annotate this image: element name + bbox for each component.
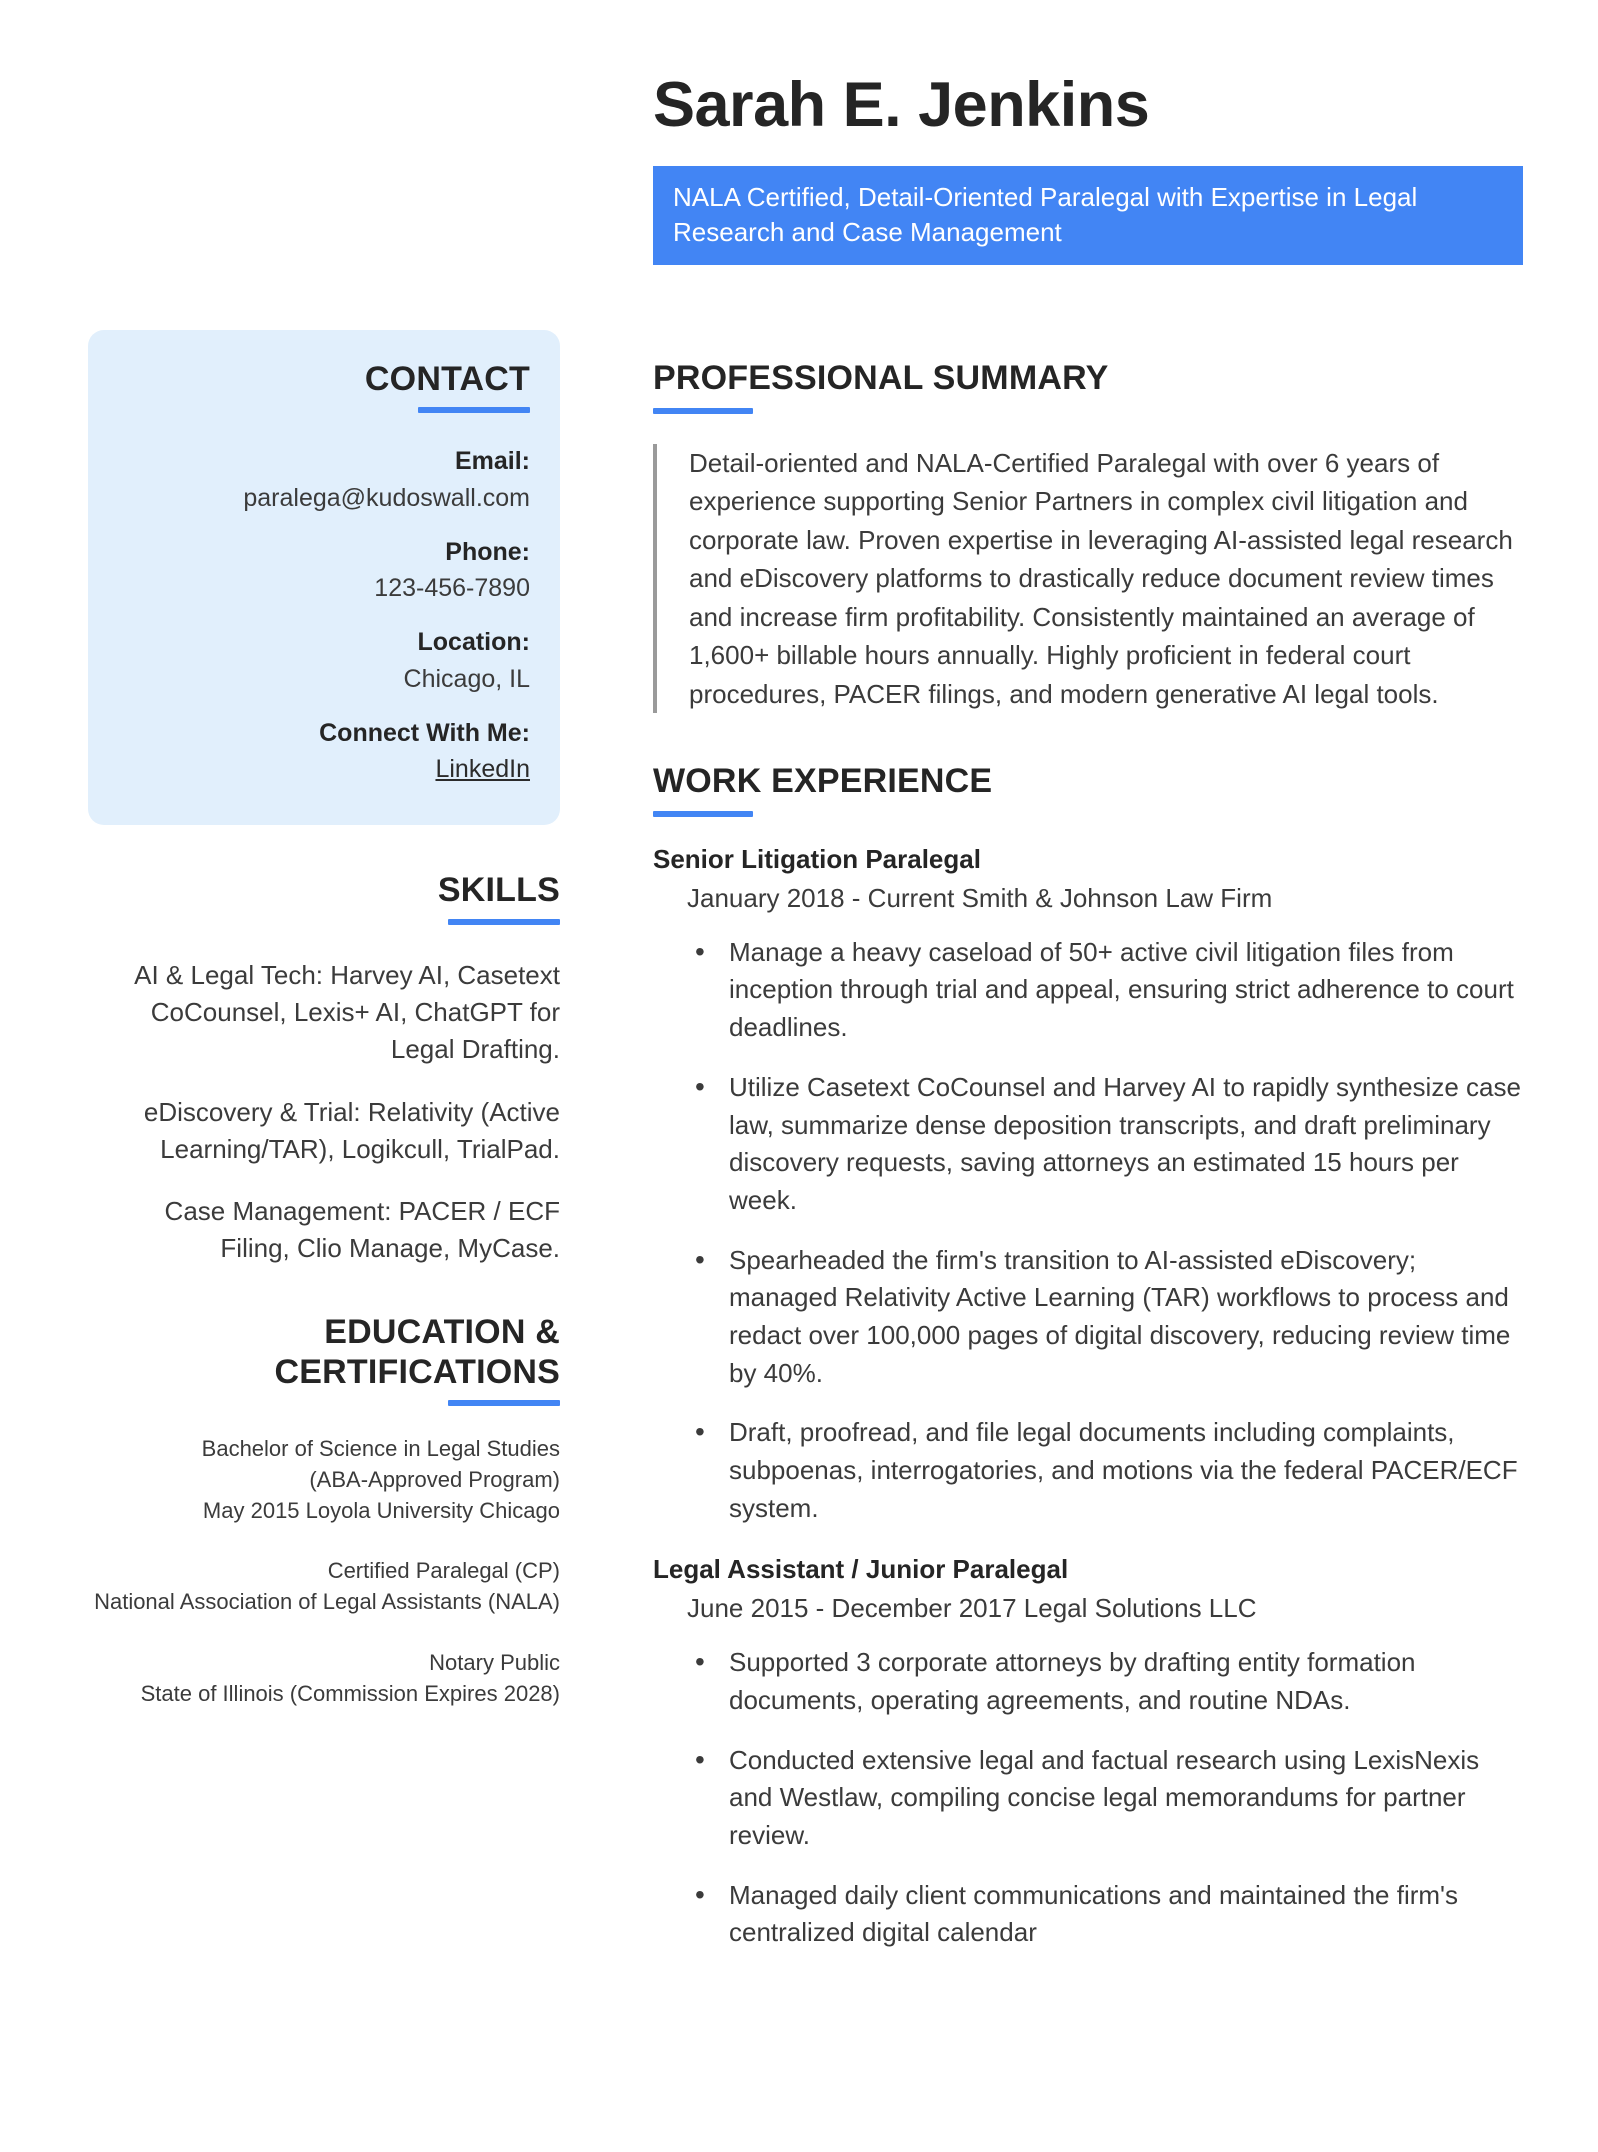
skills-heading-underline bbox=[448, 919, 560, 925]
education-item bbox=[88, 1434, 560, 1526]
job-meta: January 2018 - Current Smith & Johnson Law Firm bbox=[687, 882, 1273, 913]
job-bullet: • Spearheaded the firm's transition to AI-assisted eDiscovery; managed Relativity Active Learning (TAR) workflows to process and redact over 100,000 pages of digital discovery, reducing review time by 40%. bbox=[729, 1242, 1523, 1393]
contact-heading: CONTACT bbox=[364, 360, 530, 398]
education-item-line: Bachelor of Science in Legal Studies bbox=[201, 1436, 560, 1462]
professional-summary-section bbox=[653, 358, 1523, 713]
job-entry bbox=[653, 843, 1523, 1528]
job-title: Legal Assistant / Junior Paralegal bbox=[653, 1554, 1069, 1585]
job-title: Senior Litigation Paralegal bbox=[653, 843, 981, 874]
education-item-line: State of Illinois (Commission Expires 2028) bbox=[140, 1680, 560, 1706]
job-bullets bbox=[653, 1644, 1523, 1952]
education-heading-line2: CERTIFICATIONS bbox=[274, 1352, 560, 1391]
education-heading-underline bbox=[448, 1400, 560, 1406]
skills-section bbox=[88, 871, 560, 1267]
job-bullet: • Supported 3 corporate attorneys by drafting entity formation documents, operating agreements, and routine NDAs. bbox=[729, 1644, 1523, 1719]
work-experience-underline bbox=[653, 811, 753, 817]
job-bullet: • Utilize Casetext CoCounsel and Harvey AI to rapidly synthesize case law, summarize dense deposition transcripts, and draft preliminary discovery requests, saving attorneys an estimated 15 hours per week. bbox=[729, 1069, 1523, 1220]
professional-summary-heading: PROFESSIONAL SUMMARY bbox=[653, 359, 1109, 397]
job-bullet: • Managed daily client communications and maintained the firm's centralized digital calendar bbox=[729, 1877, 1523, 1952]
education-item bbox=[88, 1556, 560, 1618]
job-entry bbox=[653, 1553, 1523, 1952]
phone-value[interactable]: 123-456-7890 bbox=[374, 574, 530, 603]
skills-heading: SKILLS bbox=[437, 871, 560, 910]
education-item-line: (ABA-Approved Program) bbox=[309, 1466, 560, 1492]
contact-card bbox=[88, 330, 560, 825]
skills-heading-wrap bbox=[88, 871, 560, 924]
education-item-line: May 2015 Loyola University Chicago bbox=[202, 1497, 560, 1523]
email-label: Email: bbox=[454, 447, 530, 476]
work-experience-section bbox=[653, 761, 1523, 1952]
job-bullets bbox=[653, 934, 1523, 1528]
candidate-name: Sarah E. Jenkins bbox=[653, 70, 1150, 140]
email-value[interactable]: paralega@kudoswall.com bbox=[243, 483, 530, 512]
contact-heading-wrap bbox=[118, 360, 530, 413]
main-column bbox=[653, 358, 1523, 1974]
work-experience-heading: WORK EXPERIENCE bbox=[653, 762, 993, 801]
education-item-line: Certified Paralegal (CP) bbox=[327, 1558, 560, 1584]
candidate-tagline: NALA Certified, Detail-Oriented Paralegal with Expertise in Legal Research and Case Management bbox=[653, 166, 1523, 265]
job-meta: June 2015 - December 2017 Legal Solutions LLC bbox=[687, 1593, 1257, 1624]
professional-summary-text: Detail-oriented and NALA-Certified Paralegal with over 6 years of experience supporting Senior Partners in complex civil litigation and corporate law. Proven expertise in leveraging AI-assisted legal research and eDiscovery platforms to drastically reduce document review times and increase firm profitability. Consistently maintained an average of 1,600+ billable hours annually. Highly proficient in federal court procedures, PACER filings, and modern generative AI legal tools. bbox=[653, 444, 1523, 713]
education-item bbox=[88, 1648, 560, 1710]
education-item-line: Notary Public bbox=[429, 1650, 560, 1676]
resume-header bbox=[653, 72, 1523, 265]
skill-item: Case Management: PACER / ECF Filing, Clio Manage, MyCase. bbox=[164, 1196, 560, 1264]
job-bullet: • Conducted extensive legal and factual research using LexisNexis and Westlaw, compiling concise legal memorandums for partner review. bbox=[729, 1742, 1523, 1855]
skill-item: AI & Legal Tech: Harvey AI, Casetext CoCounsel, Lexis+ AI, ChatGPT for Legal Drafting. bbox=[134, 959, 560, 1064]
job-bullet: • Draft, proofread, and file legal documents including complaints, subpoenas, interrogatories, and motions via the federal PACER/ECF system. bbox=[729, 1414, 1523, 1527]
linkedin-link[interactable]: LinkedIn bbox=[435, 755, 530, 784]
location-value: Chicago, IL bbox=[403, 664, 530, 693]
professional-summary-underline bbox=[653, 408, 753, 414]
education-heading-wrap bbox=[88, 1313, 560, 1406]
phone-label: Phone: bbox=[445, 537, 530, 566]
skills-list bbox=[88, 957, 560, 1267]
contact-email-block bbox=[118, 443, 530, 787]
connect-label: Connect With Me: bbox=[319, 718, 530, 747]
job-bullet: • Manage a heavy caseload of 50+ active civil litigation files from inception through trial and appeal, ensuring strict adherence to court deadlines. bbox=[729, 934, 1523, 1047]
education-list bbox=[88, 1434, 560, 1710]
education-section bbox=[88, 1313, 560, 1709]
sidebar bbox=[88, 330, 560, 1740]
contact-heading-underline bbox=[418, 407, 530, 413]
location-label: Location: bbox=[417, 628, 530, 657]
education-item-line: National Association of Legal Assistants (NALA) bbox=[94, 1589, 560, 1615]
skill-item: eDiscovery & Trial: Relativity (Active Learning/TAR), Logikcull, TrialPad. bbox=[143, 1096, 560, 1164]
education-heading-line1: EDUCATION & bbox=[324, 1313, 560, 1352]
